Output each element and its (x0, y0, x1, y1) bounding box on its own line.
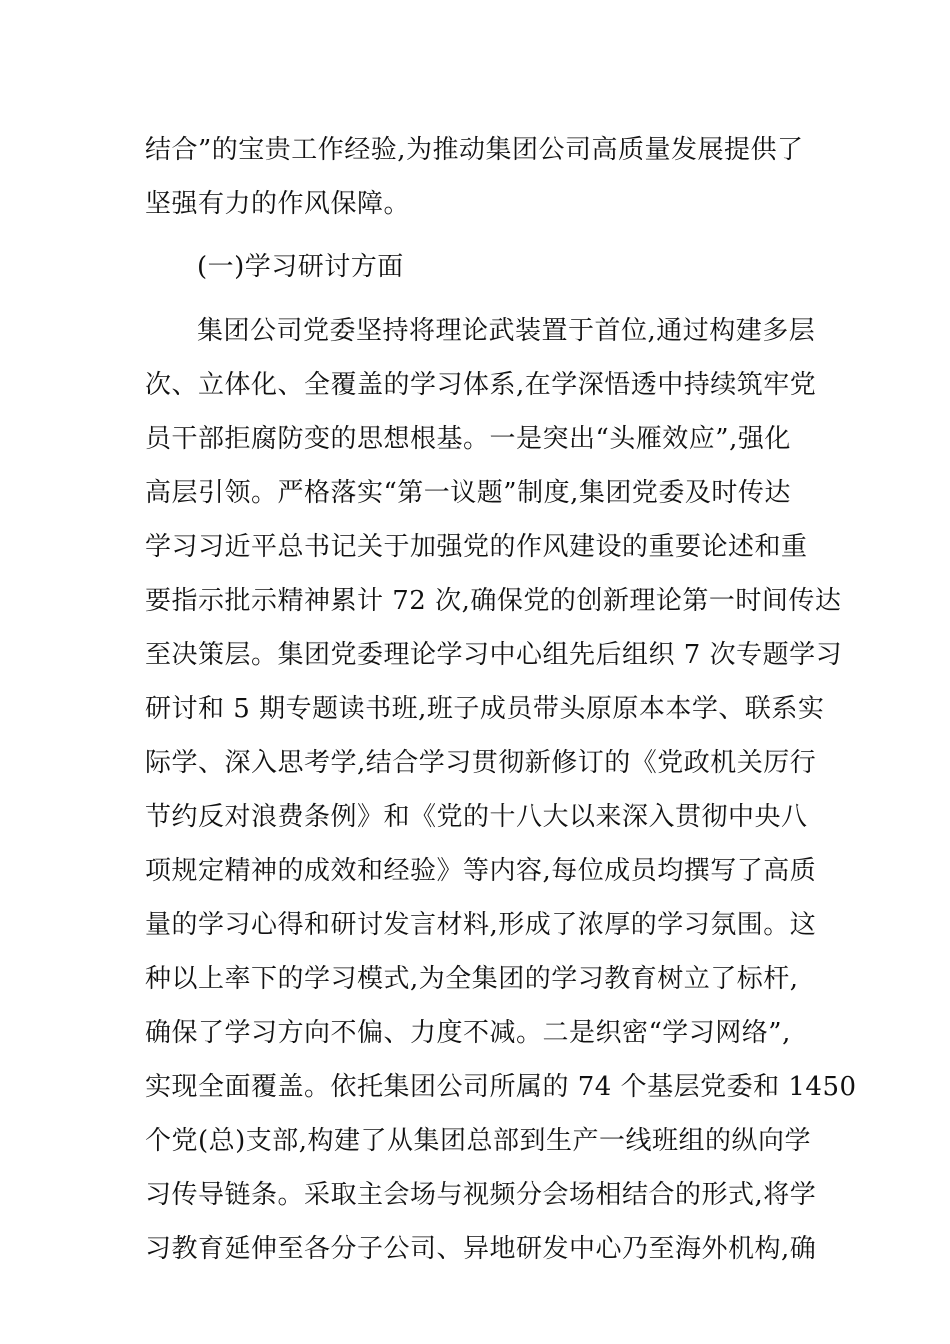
line-text: 高层引领。严格落实“第一议题”制度,集团党委及时传达 (145, 478, 791, 508)
paragraph-line (0, 1222, 950, 1276)
paragraph-line (0, 952, 950, 1006)
paragraph-line (0, 520, 950, 574)
paragraph-line (0, 177, 950, 231)
paragraph-line (0, 304, 950, 358)
line-text: 坚强有力的作风保障。 (145, 189, 411, 219)
section-heading (0, 240, 950, 294)
line-text: 际学、深入思考学,结合学习贯彻新修订的《党政机关厉行 (145, 748, 817, 778)
paragraph-line (0, 1168, 950, 1222)
paragraph-line (0, 1060, 950, 1114)
paragraph-line (0, 790, 950, 844)
paragraph-line (0, 412, 950, 466)
line-text: 结合”的宝贵工作经验,为推动集团公司高质量发展提供了 (145, 135, 804, 165)
line-text: 节约反对浪费条例》和《党的十八大以来深入贯彻中央八 (145, 802, 808, 832)
line-text: 学习习近平总书记关于加强党的作风建设的重要论述和重 (145, 532, 808, 562)
line-text: 个党(总)支部,构建了从集团总部到生产一线班组的纵向学 (145, 1126, 812, 1156)
paragraph-line (0, 736, 950, 790)
section-heading-text: (一)学习研讨方面 (197, 252, 404, 282)
line-text: 习传导链条。采取主会场与视频分会场相结合的形式,将学 (145, 1180, 817, 1210)
paragraph-line (0, 628, 950, 682)
paragraph-line (0, 682, 950, 736)
line-text: 确保了学习方向不偏、力度不减。二是织密“学习网络”, (145, 1018, 791, 1048)
line-text: 种以上率下的学习模式,为全集团的学习教育树立了标杆, (145, 964, 799, 994)
paragraph-line (0, 1114, 950, 1168)
paragraph-line (0, 466, 950, 520)
line-text: 至决策层。集团党委理论学习中心组先后组织 7 次专题学习 (145, 640, 843, 670)
paragraph-line (0, 844, 950, 898)
line-text: 集团公司党委坚持将理论武装置于首位,通过构建多层 (197, 316, 816, 346)
line-text: 实现全面覆盖。依托集团公司所属的 74 个基层党委和 1450 (145, 1072, 857, 1102)
line-text: 要指示批示精神累计 72 次,确保党的创新理论第一时间传达 (145, 586, 842, 616)
line-text: 研讨和 5 期专题读书班,班子成员带头原原本本学、联系实 (145, 694, 825, 724)
line-text: 习教育延伸至各分子公司、异地研发中心乃至海外机构,确 (145, 1234, 817, 1264)
paragraph-line (0, 1006, 950, 1060)
paragraph-line (0, 574, 950, 628)
line-text: 次、立体化、全覆盖的学习体系,在学深悟透中持续筑牢党 (145, 370, 817, 400)
paragraph-line (0, 898, 950, 952)
line-text: 项规定精神的成效和经验》等内容,每位成员均撰写了高质 (145, 856, 817, 886)
line-text: 量的学习心得和研讨发言材料,形成了浓厚的学习氛围。这 (145, 910, 817, 940)
paragraph-line (0, 123, 950, 177)
paragraph-line (0, 358, 950, 412)
line-text: 员干部拒腐防变的思想根基。一是突出“头雁效应”,强化 (145, 424, 791, 454)
